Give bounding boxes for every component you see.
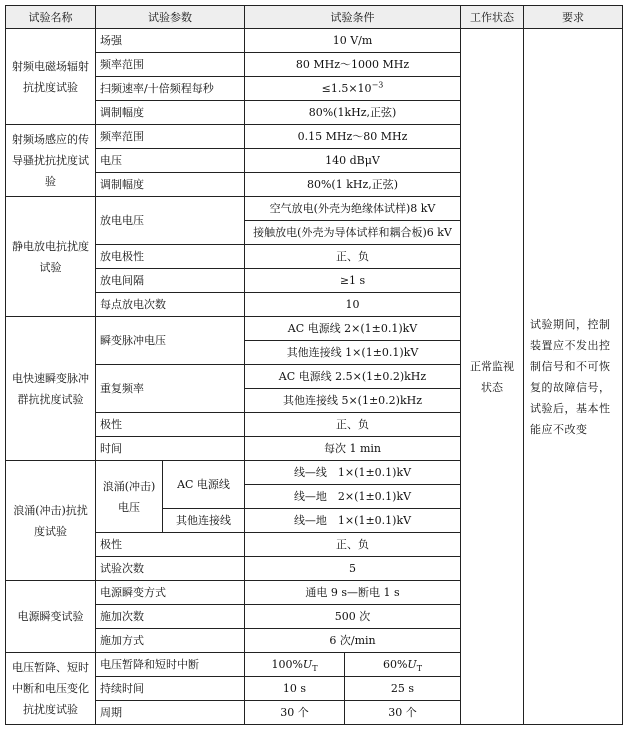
- condition-cell: 线—地 2×(1±0.1)kV: [245, 485, 461, 509]
- test-name-rf-conducted: 射频场感应的传导骚扰抗扰度试验: [6, 125, 96, 197]
- header-work-state: 工作状态: [461, 6, 524, 29]
- param-cell: 时间: [96, 437, 245, 461]
- header-requirement: 要求: [524, 6, 623, 29]
- header-test-conditions: 试验条件: [245, 6, 461, 29]
- param-cell: 放电电压: [96, 197, 245, 245]
- condition-cell: 线—地 1×(1±0.1)kV: [245, 509, 461, 533]
- header-test-name: 试验名称: [6, 6, 96, 29]
- condition-cell: 接触放电(外壳为导体试样和耦合板)6 kV: [245, 221, 461, 245]
- condition-cell: [245, 77, 461, 101]
- param-cell: 调制幅度: [96, 101, 245, 125]
- condition-cell: [345, 653, 461, 677]
- voltage-symbol: U: [302, 658, 313, 671]
- condition-cell: 80 MHz～1000 MHz: [245, 53, 461, 77]
- condition-cell: 其他连接线 5×(1±0.2)kHz: [245, 389, 461, 413]
- param-cell: 瞬变脉冲电压: [96, 317, 245, 365]
- test-name-power-transient: 电源瞬变试验: [6, 581, 96, 653]
- condition-cell: 80%(1 kHz,正弦): [245, 173, 461, 197]
- param-cell: 极性: [96, 413, 245, 437]
- condition-cell: 10 V/m: [245, 29, 461, 53]
- condition-cell: [245, 653, 345, 677]
- condition-cell: 每次 1 min: [245, 437, 461, 461]
- param-cell: 施加方式: [96, 629, 245, 653]
- emc-test-table: [5, 5, 623, 725]
- condition-cell: 其他连接线 1×(1±0.1)kV: [245, 341, 461, 365]
- condition-cell: 正、负: [245, 533, 461, 557]
- table-row: [6, 29, 623, 53]
- condition-cell: 10 s: [245, 677, 345, 701]
- param-cell: 电源瞬变方式: [96, 581, 245, 605]
- header-test-params: 试验参数: [96, 6, 245, 29]
- condition-cell: ≥1 s: [245, 269, 461, 293]
- condition-cell: 30 个: [245, 701, 345, 725]
- param-cell: 场强: [96, 29, 245, 53]
- sweep-rate-exponent: −3: [371, 80, 384, 90]
- condition-cell: 线—线 1×(1±0.1)kV: [245, 461, 461, 485]
- condition-cell: 30 个: [345, 701, 461, 725]
- voltage-subscript: T: [416, 664, 423, 674]
- condition-cell: 500 次: [245, 605, 461, 629]
- param-sub-cell: 其他连接线: [163, 509, 245, 533]
- param-cell: 放电间隔: [96, 269, 245, 293]
- test-name-eft: 电快速瞬变脉冲群抗扰度试验: [6, 317, 96, 461]
- condition-cell: 通电 9 s—断电 1 s: [245, 581, 461, 605]
- condition-cell: AC 电源线 2.5×(1±0.2)kHz: [245, 365, 461, 389]
- param-cell: 电压暂降和短时中断: [96, 653, 245, 677]
- param-cell: 浪涌(冲击)电压: [96, 461, 163, 533]
- param-cell: 极性: [96, 533, 245, 557]
- param-cell: 扫频速率/十倍频程每秒: [96, 77, 245, 101]
- sweep-rate-value: ≤1.5×10: [321, 82, 372, 95]
- param-cell: 电压: [96, 149, 245, 173]
- condition-cell: 正、负: [245, 413, 461, 437]
- param-cell: 重复频率: [96, 365, 245, 413]
- param-cell: 每点放电次数: [96, 293, 245, 317]
- dip-level-a: 100%: [271, 658, 303, 671]
- test-name-esd: 静电放电抗扰度试验: [6, 197, 96, 317]
- condition-cell: 10: [245, 293, 461, 317]
- param-cell: 调制幅度: [96, 173, 245, 197]
- test-name-rf-radiated: 射频电磁场辐射抗扰度试验: [6, 29, 96, 125]
- test-name-voltage-dip: 电压暂降、短时中断和电压变化抗扰度试验: [6, 653, 96, 725]
- test-name-surge: 浪涌(冲击)抗扰度试验: [6, 461, 96, 581]
- param-cell: 频率范围: [96, 125, 245, 149]
- condition-cell: 6 次/min: [245, 629, 461, 653]
- work-state-cell: 正常监视状态: [461, 29, 524, 725]
- param-cell: 频率范围: [96, 53, 245, 77]
- condition-cell: 0.15 MHz～80 MHz: [245, 125, 461, 149]
- param-cell: 持续时间: [96, 677, 245, 701]
- condition-cell: 80%(1kHz,正弦): [245, 101, 461, 125]
- condition-cell: 正、负: [245, 245, 461, 269]
- condition-cell: 5: [245, 557, 461, 581]
- condition-cell: AC 电源线 2×(1±0.1)kV: [245, 317, 461, 341]
- condition-cell: 25 s: [345, 677, 461, 701]
- condition-cell: 空气放电(外壳为绝缘体试样)8 kV: [245, 197, 461, 221]
- param-cell: 施加次数: [96, 605, 245, 629]
- param-sub-cell: AC 电源线: [163, 461, 245, 509]
- dip-level-b: 60%: [382, 658, 408, 671]
- requirement-cell: 试验期间，控制装置应不发出控制信号和不可恢复的故障信号，试验后，基本性能应不改变: [524, 29, 623, 725]
- voltage-symbol: U: [407, 658, 417, 671]
- param-cell: 放电极性: [96, 245, 245, 269]
- param-cell: 试验次数: [96, 557, 245, 581]
- voltage-subscript: T: [312, 664, 318, 674]
- param-cell: 周期: [96, 701, 245, 725]
- header-row: [6, 6, 623, 29]
- condition-cell: 140 dBμV: [245, 149, 461, 173]
